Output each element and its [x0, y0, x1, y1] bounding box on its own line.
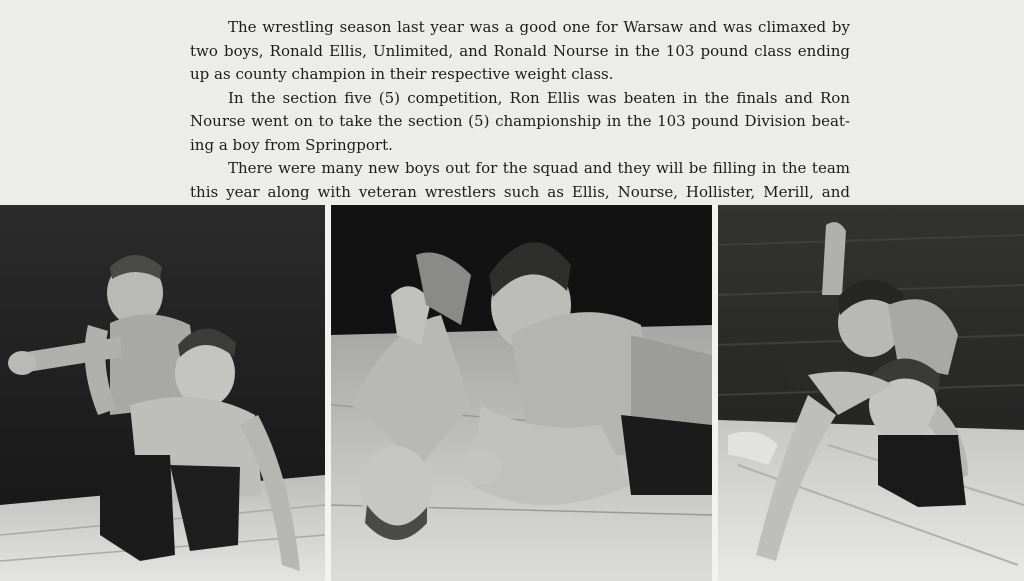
wrestling-photo-center-image — [331, 205, 712, 581]
article-text — [190, 16, 850, 228]
wrestling-photo-left — [0, 205, 325, 581]
wrestling-photo-left-image — [0, 205, 325, 581]
wrestling-photo-right — [718, 205, 1024, 581]
paragraph-1: The wrestling season last year was a good one for Warsaw and was climaxed by two boys, Ronald Ellis, Unlimited, and Ronald Nourse in the 103 pound class ending up as county champion in their respective weight class. — [190, 18, 850, 83]
wrestling-photo-right-image — [718, 205, 1024, 581]
photo-strip — [0, 205, 1024, 581]
wrestling-photo-center — [331, 205, 712, 581]
paragraph-2: In the section five (5) competition, Ron Ellis was beaten in the finals and Ron Nourse went on to take the section (5) championship in the 103 pound Division beating a boy from Springport. — [190, 88, 850, 154]
paragraph-3: There were many new boys out for the squad and they will be filling in the team this year along with veteran wrestlers such as Ellis, Nourse, Hollister, Merill, and — [190, 159, 850, 201]
